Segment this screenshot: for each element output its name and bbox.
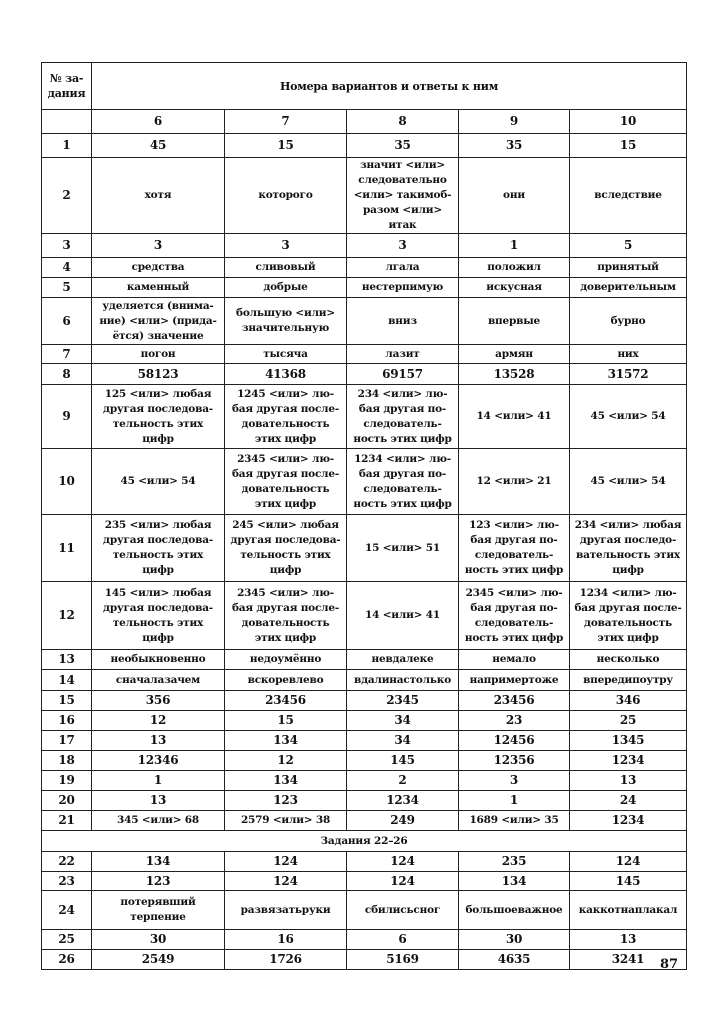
table-row <box>42 930 687 950</box>
answer-cell: добрые <box>225 278 347 298</box>
task-number: 1 <box>42 134 92 158</box>
answer-cell: 5 <box>570 234 687 258</box>
task-number: 14 <box>42 670 92 691</box>
task-number: 23 <box>42 872 92 891</box>
answer-cell: 30 <box>459 930 570 950</box>
answer-cell: 124 <box>225 852 347 872</box>
answer-cell: 2549 <box>92 950 225 970</box>
task-number: 4 <box>42 258 92 278</box>
answer-cell: вследствие <box>570 158 687 234</box>
task-number: 12 <box>42 582 92 650</box>
answer-cell: 30 <box>92 930 225 950</box>
answer-cell: 124 <box>570 852 687 872</box>
answer-cell: 13528 <box>459 364 570 385</box>
answer-cell: 35 <box>347 134 459 158</box>
task-number: 16 <box>42 711 92 731</box>
answer-cell: 34 <box>347 711 459 731</box>
task-number: 13 <box>42 650 92 670</box>
table-row <box>42 872 687 891</box>
answer-cell: 145 <box>570 872 687 891</box>
answer-cell: каменный <box>92 278 225 298</box>
answer-cell: 12 <box>92 711 225 731</box>
answer-cell: 134 <box>92 852 225 872</box>
answer-cell: 346 <box>570 691 687 711</box>
answer-cell: сбилисьсног <box>347 891 459 930</box>
answer-cell: 5169 <box>347 950 459 970</box>
answer-cell: они <box>459 158 570 234</box>
answer-cell: 123 <box>92 872 225 891</box>
answer-cell: 134 <box>225 771 347 791</box>
answer-cell: 13 <box>570 930 687 950</box>
answer-cell: необыкновенно <box>92 650 225 670</box>
answer-cell: уделяется (внима- ние) <или> (прида- ётся) значение <box>92 298 225 345</box>
answer-cell: 4635 <box>459 950 570 970</box>
task-number: 9 <box>42 385 92 449</box>
variant-header: 10 <box>570 110 687 134</box>
answer-cell: 1234 <box>347 791 459 811</box>
answer-cell: нестерпимую <box>347 278 459 298</box>
answer-cell: 3241 <box>570 950 687 970</box>
variant-header: 7 <box>225 110 347 134</box>
header-row <box>42 63 687 110</box>
answer-cell: 12456 <box>459 731 570 751</box>
answer-cell: впередипоутру <box>570 670 687 691</box>
page-number: 87 <box>660 957 679 972</box>
answer-cell: 15 <box>570 134 687 158</box>
answer-cell: 1234 <box>570 751 687 771</box>
answer-cell: хотя <box>92 158 225 234</box>
answer-cell: 34 <box>347 731 459 751</box>
answer-cell: 2345 <или> лю- бая другая после- довательность этих цифр <box>225 582 347 650</box>
section-title: Задания 22–26 <box>42 831 687 852</box>
answer-cell: 245 <или> любая другая последова- тельность этих цифр <box>225 515 347 582</box>
answer-cell: 24 <box>570 791 687 811</box>
answer-cell: 14 <или> 41 <box>459 385 570 449</box>
task-number: 8 <box>42 364 92 385</box>
answer-cell: 69157 <box>347 364 459 385</box>
answer-cell: 2345 <или> лю- бая другая по- следователь- ность этих цифр <box>459 582 570 650</box>
answer-cell: 15 <или> 51 <box>347 515 459 582</box>
answer-cell: лгала <box>347 258 459 278</box>
answer-cell: 234 <или> любая другая последо- вательность этих цифр <box>570 515 687 582</box>
task-number: 21 <box>42 811 92 831</box>
answer-cell: сливовый <box>225 258 347 278</box>
answer-cell: 1 <box>459 791 570 811</box>
table-row <box>42 134 687 158</box>
answer-cell: 125 <или> любая другая последова- тельность этих цифр <box>92 385 225 449</box>
answer-cell: них <box>570 345 687 364</box>
answer-cell: 3 <box>459 771 570 791</box>
answer-cell: которого <box>225 158 347 234</box>
answer-cell: большоеважное <box>459 891 570 930</box>
table-row <box>42 731 687 751</box>
answer-cell: 1234 <или> лю- бая другая по- следователь- ность этих цифр <box>347 449 459 515</box>
answer-cell: 123 <box>225 791 347 811</box>
answer-cell: 2579 <или> 38 <box>225 811 347 831</box>
table-row <box>42 515 687 582</box>
empty-cell <box>42 110 92 134</box>
table-row <box>42 650 687 670</box>
answer-cell: 1234 <box>570 811 687 831</box>
answer-cell: 1 <box>92 771 225 791</box>
variant-header: 8 <box>347 110 459 134</box>
task-number: 19 <box>42 771 92 791</box>
answer-cell: 13 <box>92 731 225 751</box>
answer-cell: 2345 <или> лю- бая другая после- довательность этих цифр <box>225 449 347 515</box>
answer-cell: 3 <box>225 234 347 258</box>
task-number: 3 <box>42 234 92 258</box>
answer-cell: 12 <box>225 751 347 771</box>
answer-cell: 23456 <box>225 691 347 711</box>
answer-cell: средства <box>92 258 225 278</box>
answer-cell: 13 <box>92 791 225 811</box>
task-number: 24 <box>42 891 92 930</box>
answer-cell: 1345 <box>570 731 687 751</box>
answer-cell: сначалазачем <box>92 670 225 691</box>
answer-cell: 12356 <box>459 751 570 771</box>
answer-cell: 1 <box>459 234 570 258</box>
answer-cell: погон <box>92 345 225 364</box>
answer-cell: 45 <или> 54 <box>92 449 225 515</box>
table-row <box>42 670 687 691</box>
answer-cell: 3 <box>347 234 459 258</box>
answer-cell: 345 <или> 68 <box>92 811 225 831</box>
answer-cell: вскоревлево <box>225 670 347 691</box>
answer-cell: 16 <box>225 930 347 950</box>
answer-cell: 6 <box>347 930 459 950</box>
answer-cell: 45 <или> 54 <box>570 449 687 515</box>
variant-header: 6 <box>92 110 225 134</box>
answer-cell: 1245 <или> лю- бая другая после- довательность этих цифр <box>225 385 347 449</box>
answer-cell: 31572 <box>570 364 687 385</box>
answer-cell: 1689 <или> 35 <box>459 811 570 831</box>
answer-cell: 23456 <box>459 691 570 711</box>
table-row <box>42 258 687 278</box>
answer-cell: 15 <box>225 134 347 158</box>
table-row <box>42 691 687 711</box>
task-number: 20 <box>42 791 92 811</box>
answer-cell: развязатьруки <box>225 891 347 930</box>
answer-cell: 35 <box>459 134 570 158</box>
answer-cell: 25 <box>570 711 687 731</box>
task-number: 25 <box>42 930 92 950</box>
task-number: 17 <box>42 731 92 751</box>
answer-cell: 1234 <или> лю- бая другая после- довательность этих цифр <box>570 582 687 650</box>
answer-cell: 145 <box>347 751 459 771</box>
answers-table <box>41 62 687 970</box>
answer-cell: 2345 <box>347 691 459 711</box>
table-row <box>42 234 687 258</box>
table-row <box>42 811 687 831</box>
table-row <box>42 791 687 811</box>
answer-cell: 1726 <box>225 950 347 970</box>
answer-cell: каккотнаплакал <box>570 891 687 930</box>
section-row <box>42 831 687 852</box>
answer-cell: недоумённо <box>225 650 347 670</box>
answer-cell: 124 <box>225 872 347 891</box>
answer-cell: бурно <box>570 298 687 345</box>
table-row <box>42 449 687 515</box>
answer-cell: положил <box>459 258 570 278</box>
table-title: Номера вариантов и ответы к ним <box>92 63 687 110</box>
answer-cell: 123 <или> лю- бая другая по- следователь- ность этих цифр <box>459 515 570 582</box>
table-row <box>42 852 687 872</box>
answer-cell: 58123 <box>92 364 225 385</box>
answer-cell: 234 <или> лю- бая другая по- следователь- ность этих цифр <box>347 385 459 449</box>
table-row <box>42 771 687 791</box>
table-row <box>42 950 687 970</box>
table-row <box>42 298 687 345</box>
answer-cell: 14 <или> 41 <box>347 582 459 650</box>
answer-cell: 249 <box>347 811 459 831</box>
answer-cell: 145 <или> любая другая последова- тельность этих цифр <box>92 582 225 650</box>
answer-cell: невдалеке <box>347 650 459 670</box>
task-number: 18 <box>42 751 92 771</box>
task-number: 2 <box>42 158 92 234</box>
table-row <box>42 711 687 731</box>
table-row <box>42 345 687 364</box>
table-row <box>42 385 687 449</box>
answer-cell: армян <box>459 345 570 364</box>
table-row <box>42 364 687 385</box>
answer-cell: 12 <или> 21 <box>459 449 570 515</box>
task-number: 5 <box>42 278 92 298</box>
answer-cell: 12346 <box>92 751 225 771</box>
answer-cell: 235 <или> любая другая последова- тельность этих цифр <box>92 515 225 582</box>
task-number-header: № за- дания <box>42 63 92 110</box>
table-row <box>42 891 687 930</box>
task-number: 22 <box>42 852 92 872</box>
answer-cell: тысяча <box>225 345 347 364</box>
answer-cell: лазит <box>347 345 459 364</box>
answer-cell: несколько <box>570 650 687 670</box>
answer-cell: доверительным <box>570 278 687 298</box>
table-row <box>42 158 687 234</box>
answer-cell: 23 <box>459 711 570 731</box>
answer-cell: значит <или> следовательно <или> такимоб- разом <или> итак <box>347 158 459 234</box>
task-number: 10 <box>42 449 92 515</box>
answer-cell: 45 <или> 54 <box>570 385 687 449</box>
answer-cell: 3 <box>92 234 225 258</box>
task-number: 7 <box>42 345 92 364</box>
task-number: 26 <box>42 950 92 970</box>
table-row <box>42 278 687 298</box>
variant-header: 9 <box>459 110 570 134</box>
answer-cell: напримертоже <box>459 670 570 691</box>
answer-cell: 235 <box>459 852 570 872</box>
answer-cell: 124 <box>347 872 459 891</box>
task-number: 6 <box>42 298 92 345</box>
answer-cell: 356 <box>92 691 225 711</box>
answer-cell: 45 <box>92 134 225 158</box>
answer-cell: вдалинастолько <box>347 670 459 691</box>
answer-cell: искусная <box>459 278 570 298</box>
answer-cell: 134 <box>459 872 570 891</box>
answer-cell: 2 <box>347 771 459 791</box>
variants-row <box>42 110 687 134</box>
answer-cell: 124 <box>347 852 459 872</box>
answer-cell: 15 <box>225 711 347 731</box>
answer-cell: принятый <box>570 258 687 278</box>
table-row <box>42 751 687 771</box>
answer-cell: вниз <box>347 298 459 345</box>
answer-cell: потерявший терпение <box>92 891 225 930</box>
answer-cell: 41368 <box>225 364 347 385</box>
answer-cell: большую <или> значительную <box>225 298 347 345</box>
answer-cell: 13 <box>570 771 687 791</box>
task-number: 11 <box>42 515 92 582</box>
task-number: 15 <box>42 691 92 711</box>
table-row <box>42 582 687 650</box>
answer-cell: впервые <box>459 298 570 345</box>
answer-cell: немало <box>459 650 570 670</box>
answer-cell: 134 <box>225 731 347 751</box>
